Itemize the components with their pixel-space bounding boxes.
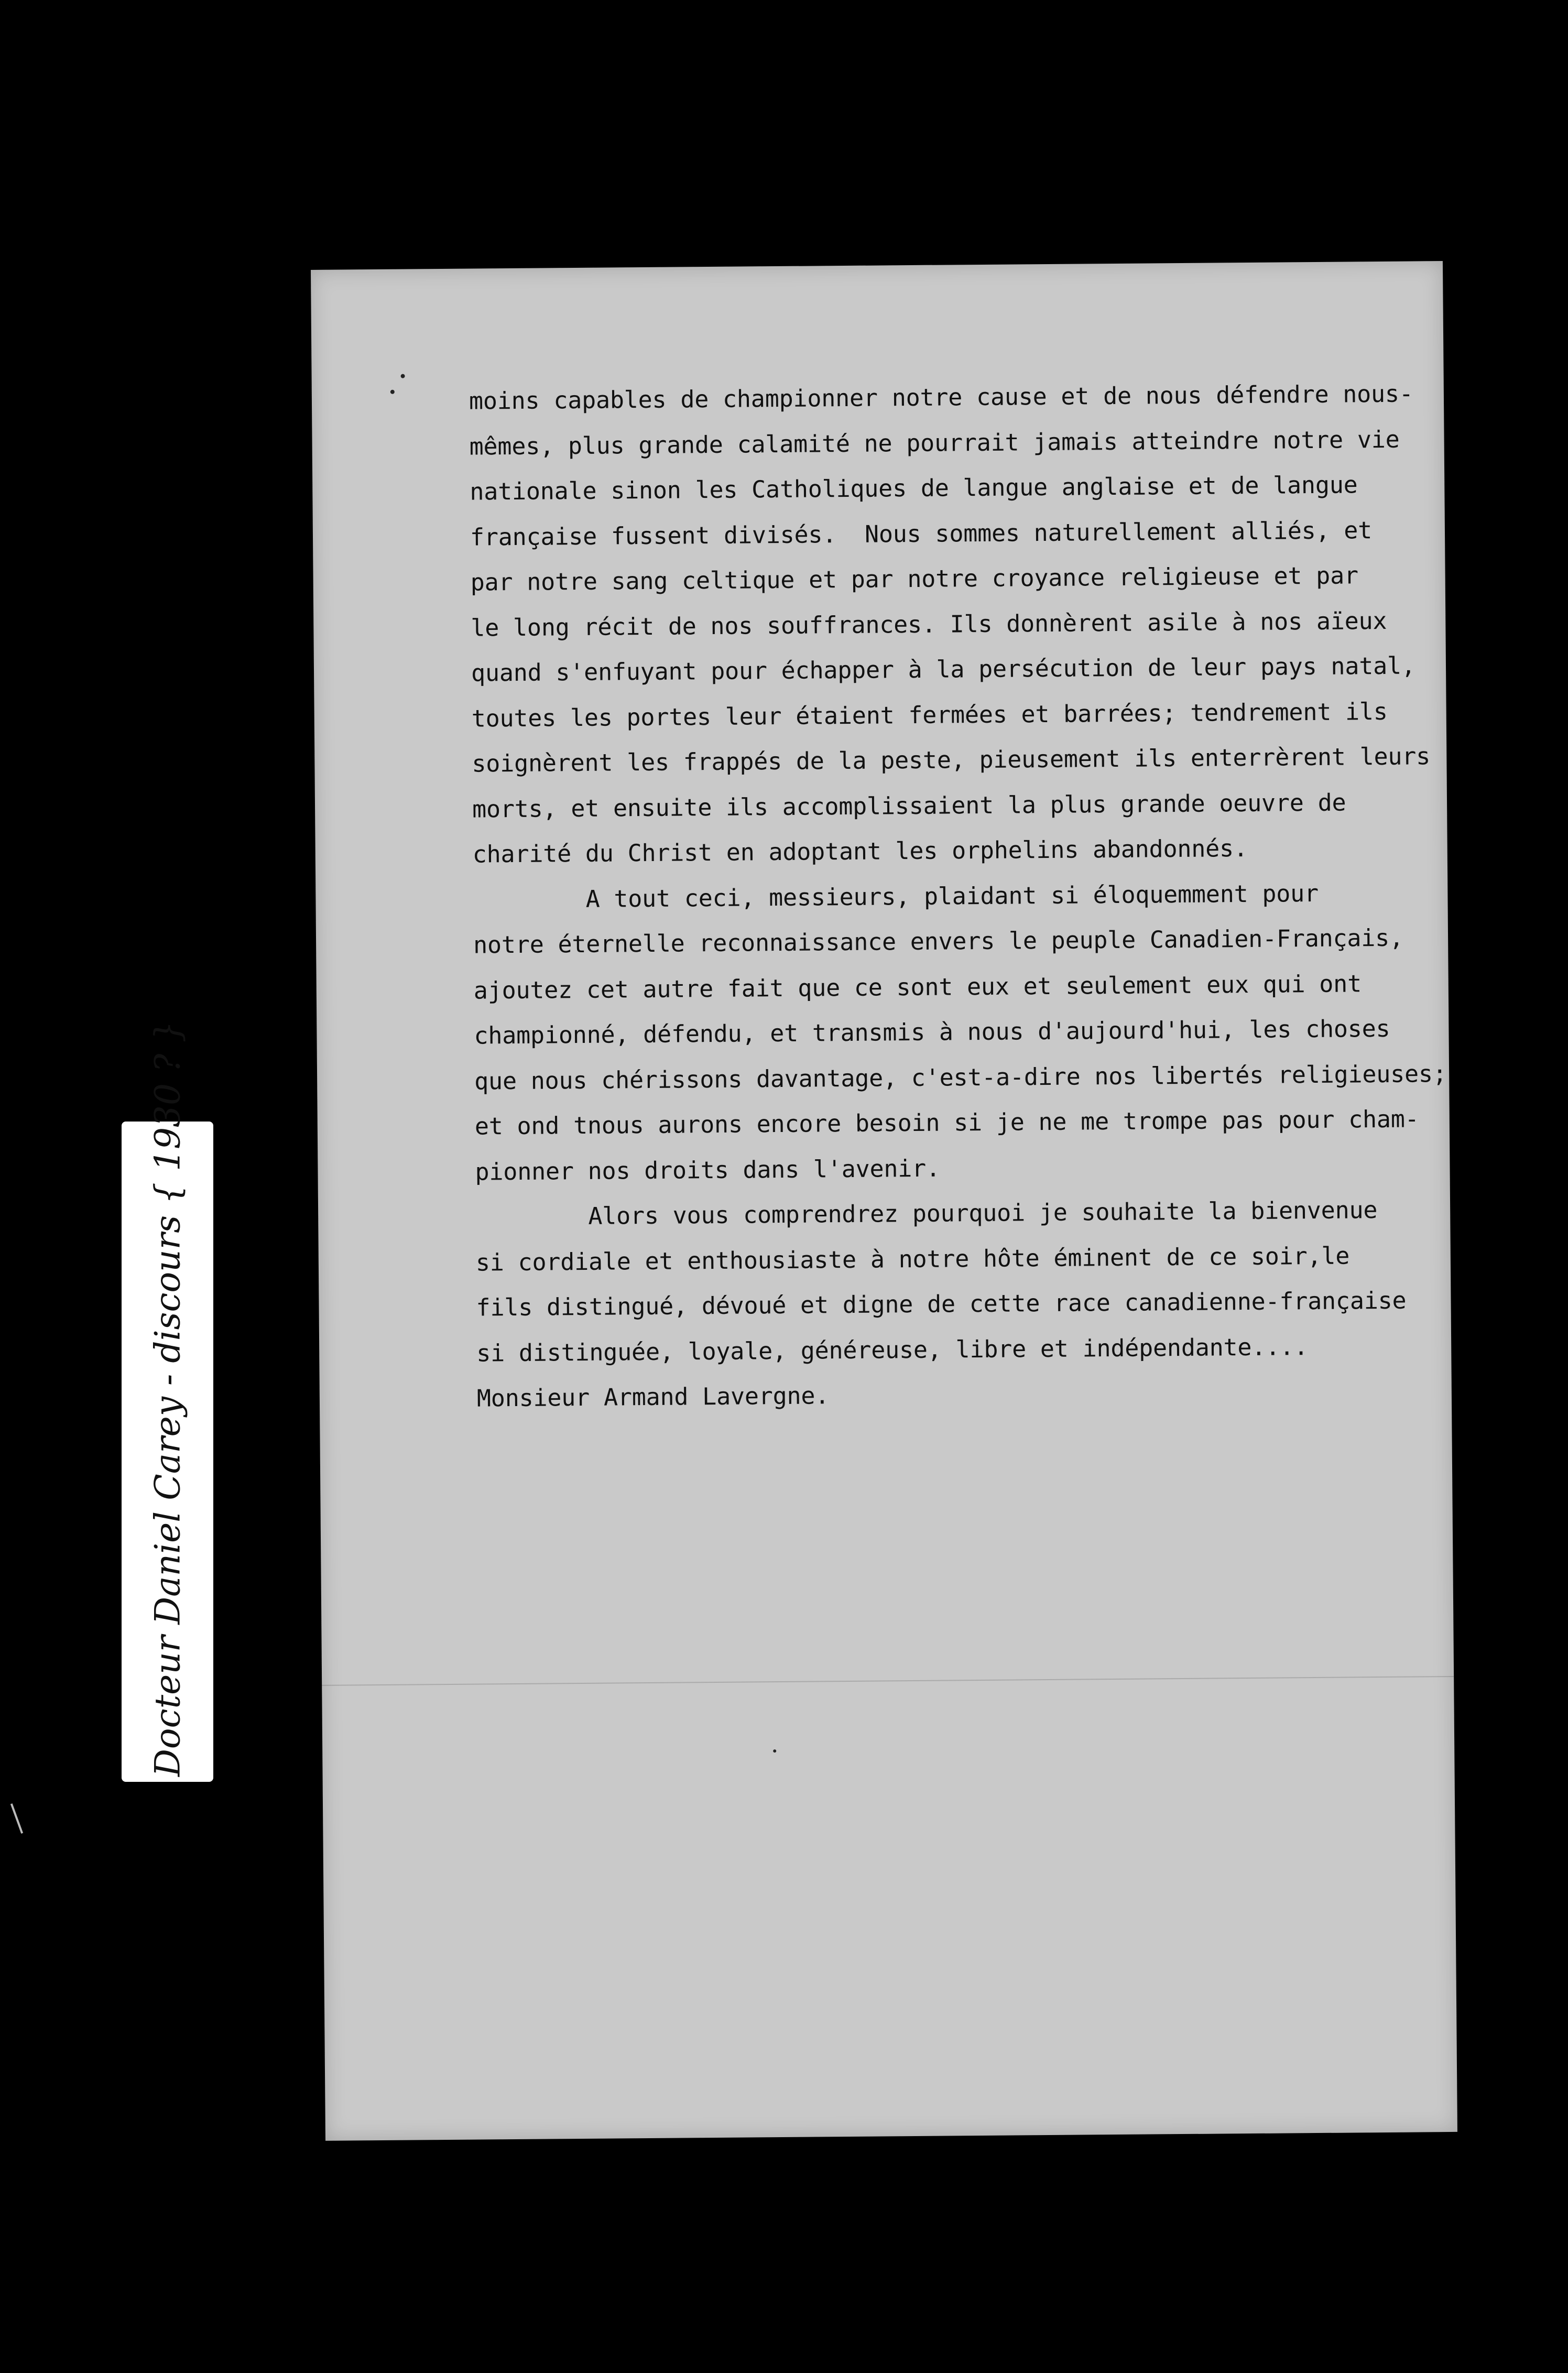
text-line: charité du Christ en adoptant les orphelins abandonnés. — [472, 834, 1248, 868]
text-line: que nous chérissons davantage, c'est-a-dire nos libertés religieuses; — [474, 1059, 1447, 1095]
text-line: notre éternelle reconnaissance envers le peuple Canadien-Français, — [473, 923, 1404, 959]
text-line: le long récit de nos souffrances. Ils donnèrent asile à nos aïeux — [471, 606, 1387, 642]
paper-speck — [773, 1749, 776, 1752]
text-line: pionner nos droits dans l'avenir. — [475, 1154, 941, 1186]
text-line: par notre sang celtique et par notre croyance religieuse et par — [470, 561, 1359, 596]
document-page — [311, 261, 1457, 2141]
page-fold — [322, 1676, 1454, 1686]
text-line: moins capables de championner notre cause et de nous défendre nous- — [469, 379, 1413, 415]
text-line: si distinguée, loyale, généreuse, libre et indépendante.... — [476, 1332, 1309, 1367]
text-line: toutes les portes leur étaient fermées et barrées; tendrement ils — [471, 697, 1388, 733]
text-line: Monsieur Armand Lavergne. — [476, 1381, 830, 1412]
text-line: morts, et ensuite ils accomplissaient la plus grande oeuvre de — [472, 788, 1346, 823]
text-line: française fussent divisés. Nous sommes naturellement alliés, et — [470, 516, 1373, 551]
text-line: Alors vous comprendrez pourquoi je souhaite la bienvenue — [475, 1196, 1378, 1231]
margin-dot — [401, 374, 405, 378]
text-line: ajoutez cet autre fait que ce sont eux et seulement eux qui ont — [473, 969, 1362, 1005]
handwritten-label-text: Docteur Daniel Carey - discours { 1930 ? } — [147, 1020, 188, 1777]
text-line: et ond tnous aurons encore besoin si je ne me trompe pas pour cham- — [474, 1105, 1419, 1140]
text-line: quand s'enfuyant pour échapper à la persécution de leur pays natal, — [471, 651, 1415, 687]
text-line: nationale sinon les Catholiques de langue anglaise et de langue — [470, 471, 1358, 506]
margin-dot — [390, 390, 395, 394]
text-line: fils distingué, dévoué et digne de cette race canadienne-française — [476, 1286, 1407, 1322]
text-line: A tout ceci, messieurs, plaidant si éloquemment pour — [473, 879, 1319, 914]
archive-label — [122, 1020, 213, 1782]
text-line: championné, défendu, et transmis à nous d'aujourd'hui, les choses — [474, 1014, 1390, 1050]
typed-text — [469, 372, 1447, 1421]
text-line: soignèrent les frappés de la peste, pieusement ils enterrèrent leurs — [472, 742, 1431, 778]
text-line: mêmes, plus grande calamité ne pourrait jamais atteindre notre vie — [469, 425, 1400, 461]
text-line: si cordiale et enthousiaste à notre hôte éminent de ce soir,le — [475, 1241, 1350, 1277]
scan-artifact — [10, 1803, 23, 1834]
